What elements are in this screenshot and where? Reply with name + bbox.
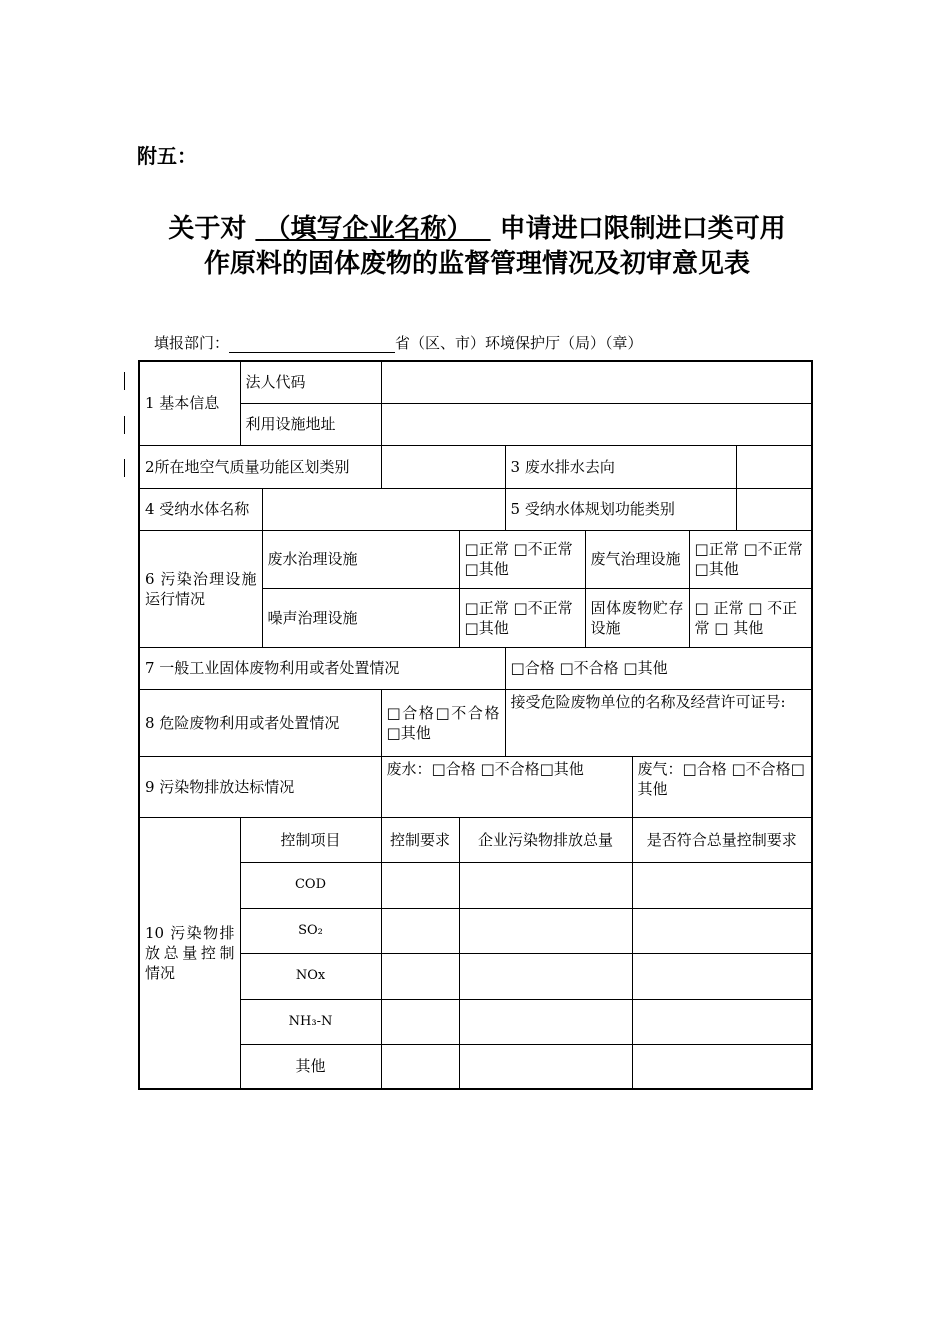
margin-mark [124,416,125,434]
wastewater-compliance-options[interactable]: 废水：□合格 □不合格□其他 [381,756,632,817]
air-quality-zone-field[interactable] [381,445,505,488]
receiving-water-function-field[interactable] [736,488,812,530]
reporting-department-label: 填报部门： [154,334,230,352]
legal-code-label: 法人代码 [240,361,381,403]
solid-storage-label: 固体废物贮存设施 [585,588,689,647]
exhaust-compliance-options[interactable]: 废气：□合格 □不合格□其他 [632,756,812,817]
hazardous-waste-label: 8 危险废物利用或者处置情况 [139,689,381,756]
so2-emission-field[interactable] [459,908,632,953]
nox-compliance-field[interactable] [632,953,812,999]
control-requirement-header: 控制要求 [381,817,459,862]
other-requirement-field[interactable] [381,1044,459,1089]
reporting-department-suffix: 省（区、市）环境保护厅（局）（章） [395,334,643,352]
hazardous-waste-options[interactable]: □合格□不合格 □其他 [381,689,505,756]
receiving-water-label: 4 受纳水体名称 [139,488,262,530]
general-solid-waste-label: 7 一般工业固体废物利用或者处置情况 [139,647,505,689]
wastewater-discharge-field[interactable] [736,445,812,488]
company-name-placeholder: （填写企业名称） [264,214,473,244]
wastewater-discharge-label: 3 废水排水去向 [505,445,736,488]
cod-requirement-field[interactable] [381,862,459,908]
receiving-water-function-label: 5 受纳水体规划功能类别 [505,488,736,530]
emission-compliance-label: 9 污染物排放达标情况 [139,756,381,817]
nh3n-emission-field[interactable] [459,999,632,1044]
receiving-water-field[interactable] [262,488,505,530]
other-emission-field[interactable] [459,1044,632,1089]
noise-facility-options[interactable]: □正常 □不正常 □其他 [459,588,585,647]
title-prefix: 关于对 [168,214,247,244]
noise-facility-label: 噪声治理设施 [262,588,459,647]
control-item-so2: SO₂ [240,908,381,953]
review-form-table [138,360,813,1090]
reporting-department-blank[interactable] [229,338,395,353]
title-line-2: 作原料的固体废物的监督管理情况及初审意见表 [203,249,750,279]
attachment-label: 附五： [137,144,197,168]
control-item-nh3n: NH₃-N [240,999,381,1044]
control-item-other: 其他 [240,1044,381,1089]
basic-info-label: 1 基本信息 [139,361,240,445]
cod-compliance-field[interactable] [632,862,812,908]
nox-emission-field[interactable] [459,953,632,999]
total-emission-header: 企业污染物排放总量 [459,817,632,862]
cod-emission-field[interactable] [459,862,632,908]
form-title [137,212,817,282]
air-quality-zone-label: 2所在地空气质量功能区划类别 [139,445,381,488]
margin-mark [124,459,125,477]
control-item-cod: COD [240,862,381,908]
solid-storage-options[interactable]: □ 正常 □ 不正常 □ 其他 [689,588,812,647]
so2-compliance-field[interactable] [632,908,812,953]
nox-requirement-field[interactable] [381,953,459,999]
control-item-nox: NOx [240,953,381,999]
reporting-department [154,332,643,353]
so2-requirement-field[interactable] [381,908,459,953]
exhaust-facility-label: 废气治理设施 [585,530,689,588]
wastewater-facility-options[interactable]: □正常 □不正常 □其他 [459,530,585,588]
legal-code-field[interactable] [381,361,812,403]
title-suffix: 申请进口限制进口类可用 [499,214,786,244]
nh3n-compliance-field[interactable] [632,999,812,1044]
general-solid-waste-options[interactable]: □合格 □不合格 □其他 [505,647,812,689]
total-control-label: 10 污染物排放总量控制情况 [139,817,240,1089]
other-compliance-field[interactable] [632,1044,812,1089]
pollution-facility-label: 6 污染治理设施运行情况 [139,530,262,647]
title-line-1 [137,212,817,247]
compliance-header: 是否符合总量控制要求 [632,817,812,862]
hazardous-receiver-label[interactable]: 接受危险废物单位的名称及经营许可证号: [505,689,812,756]
facility-address-field[interactable] [381,403,812,445]
nh3n-requirement-field[interactable] [381,999,459,1044]
margin-mark [124,372,125,390]
exhaust-facility-options[interactable]: □正常 □不正常 □其他 [689,530,812,588]
facility-address-label: 利用设施地址 [240,403,381,445]
control-item-header: 控制项目 [240,817,381,862]
wastewater-facility-label: 废水治理设施 [262,530,459,588]
